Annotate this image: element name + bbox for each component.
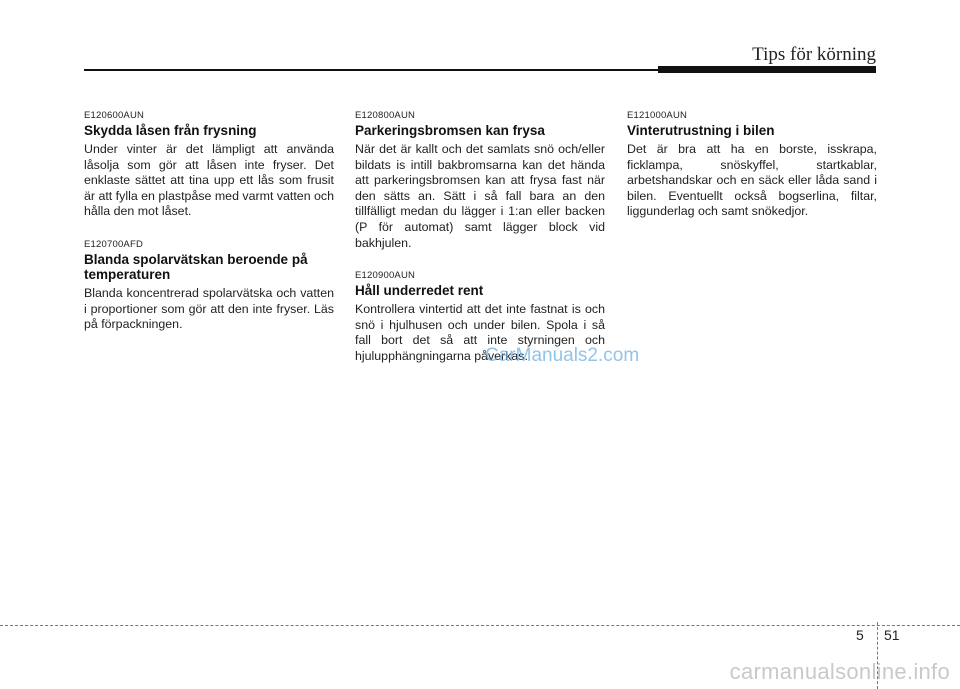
section-heading: Vinterutrustning i bilen — [627, 123, 775, 138]
header-rule — [84, 69, 658, 71]
section-body: Kontrollera vintertid att det inte fastnat is och snö i hjulhusen och under bilen. Spola i så fall bort det så att inte styrningen och hjulupphängningarna påverkas. — [355, 302, 605, 363]
section-code: E120700AFD — [84, 238, 144, 250]
column-left — [84, 110, 334, 352]
section-body: Blanda koncentrerad spolarvätska och vatten i proportioner som gör att den inte fryser. Läs på förpackningen. — [84, 285, 334, 332]
section-code: E120600AUN — [84, 110, 145, 121]
section-winter-equipment — [627, 110, 877, 220]
section-code: E121000AUN — [627, 110, 688, 121]
header-bar — [658, 66, 876, 73]
page-header-title: Tips för körning — [752, 44, 876, 65]
section-body: När det är kallt och det samlats snö och/eller bildats is intill bakbromsarna kan det hända att parkeringsbromsen kan att frysa fast när den sätts an. Sätt i så fall bara an den tillfälligt medan du lägger i 1:an eller backen (P för automat) samt lägger block vid bakhjulen. — [355, 142, 605, 250]
section-heading: Blanda spolarvätskan beroende på temperaturen — [84, 251, 308, 282]
section-body: Det är bra att ha en borste, isskrapa, ficklampa, snöskyffel, startkablar, arbetshandskar och en säck eller låda sand i bilen. Eventuellt också bogserlina, filtar, liggunderlag och samt snökedjor. — [627, 142, 877, 219]
watermark-carmanuals: CarManuals2.com — [485, 345, 640, 366]
section-washer-fluid — [84, 239, 334, 333]
section-code: E120900AUN — [355, 270, 416, 282]
section-body: Under vinter är det lämpligt att använda låsolja som gör att låsen inte fryser. Det enklaste sättet att tina upp ett lås som frusit är att fylla en plastpåse med varmt vatten och hålla den mot låset. — [84, 142, 335, 219]
section-heading: Skydda låsen från frysning — [84, 123, 257, 138]
section-heading: Håll underredet rent — [355, 283, 484, 299]
section-parking-brake — [355, 110, 605, 251]
section-lock-freezing — [84, 110, 334, 220]
footer-page-divider — [877, 622, 878, 689]
watermark-site: carmanualsonline.info — [729, 659, 950, 684]
column-middle — [355, 110, 605, 384]
section-code: E120800AUN — [355, 110, 416, 121]
chapter-number: 5 — [856, 627, 864, 643]
page-number: 51 — [884, 627, 900, 643]
footer-dashed-rule — [0, 625, 960, 626]
section-underbody — [355, 270, 605, 364]
column-right — [627, 110, 877, 239]
section-heading: Parkeringsbromsen kan frysa — [355, 123, 545, 138]
